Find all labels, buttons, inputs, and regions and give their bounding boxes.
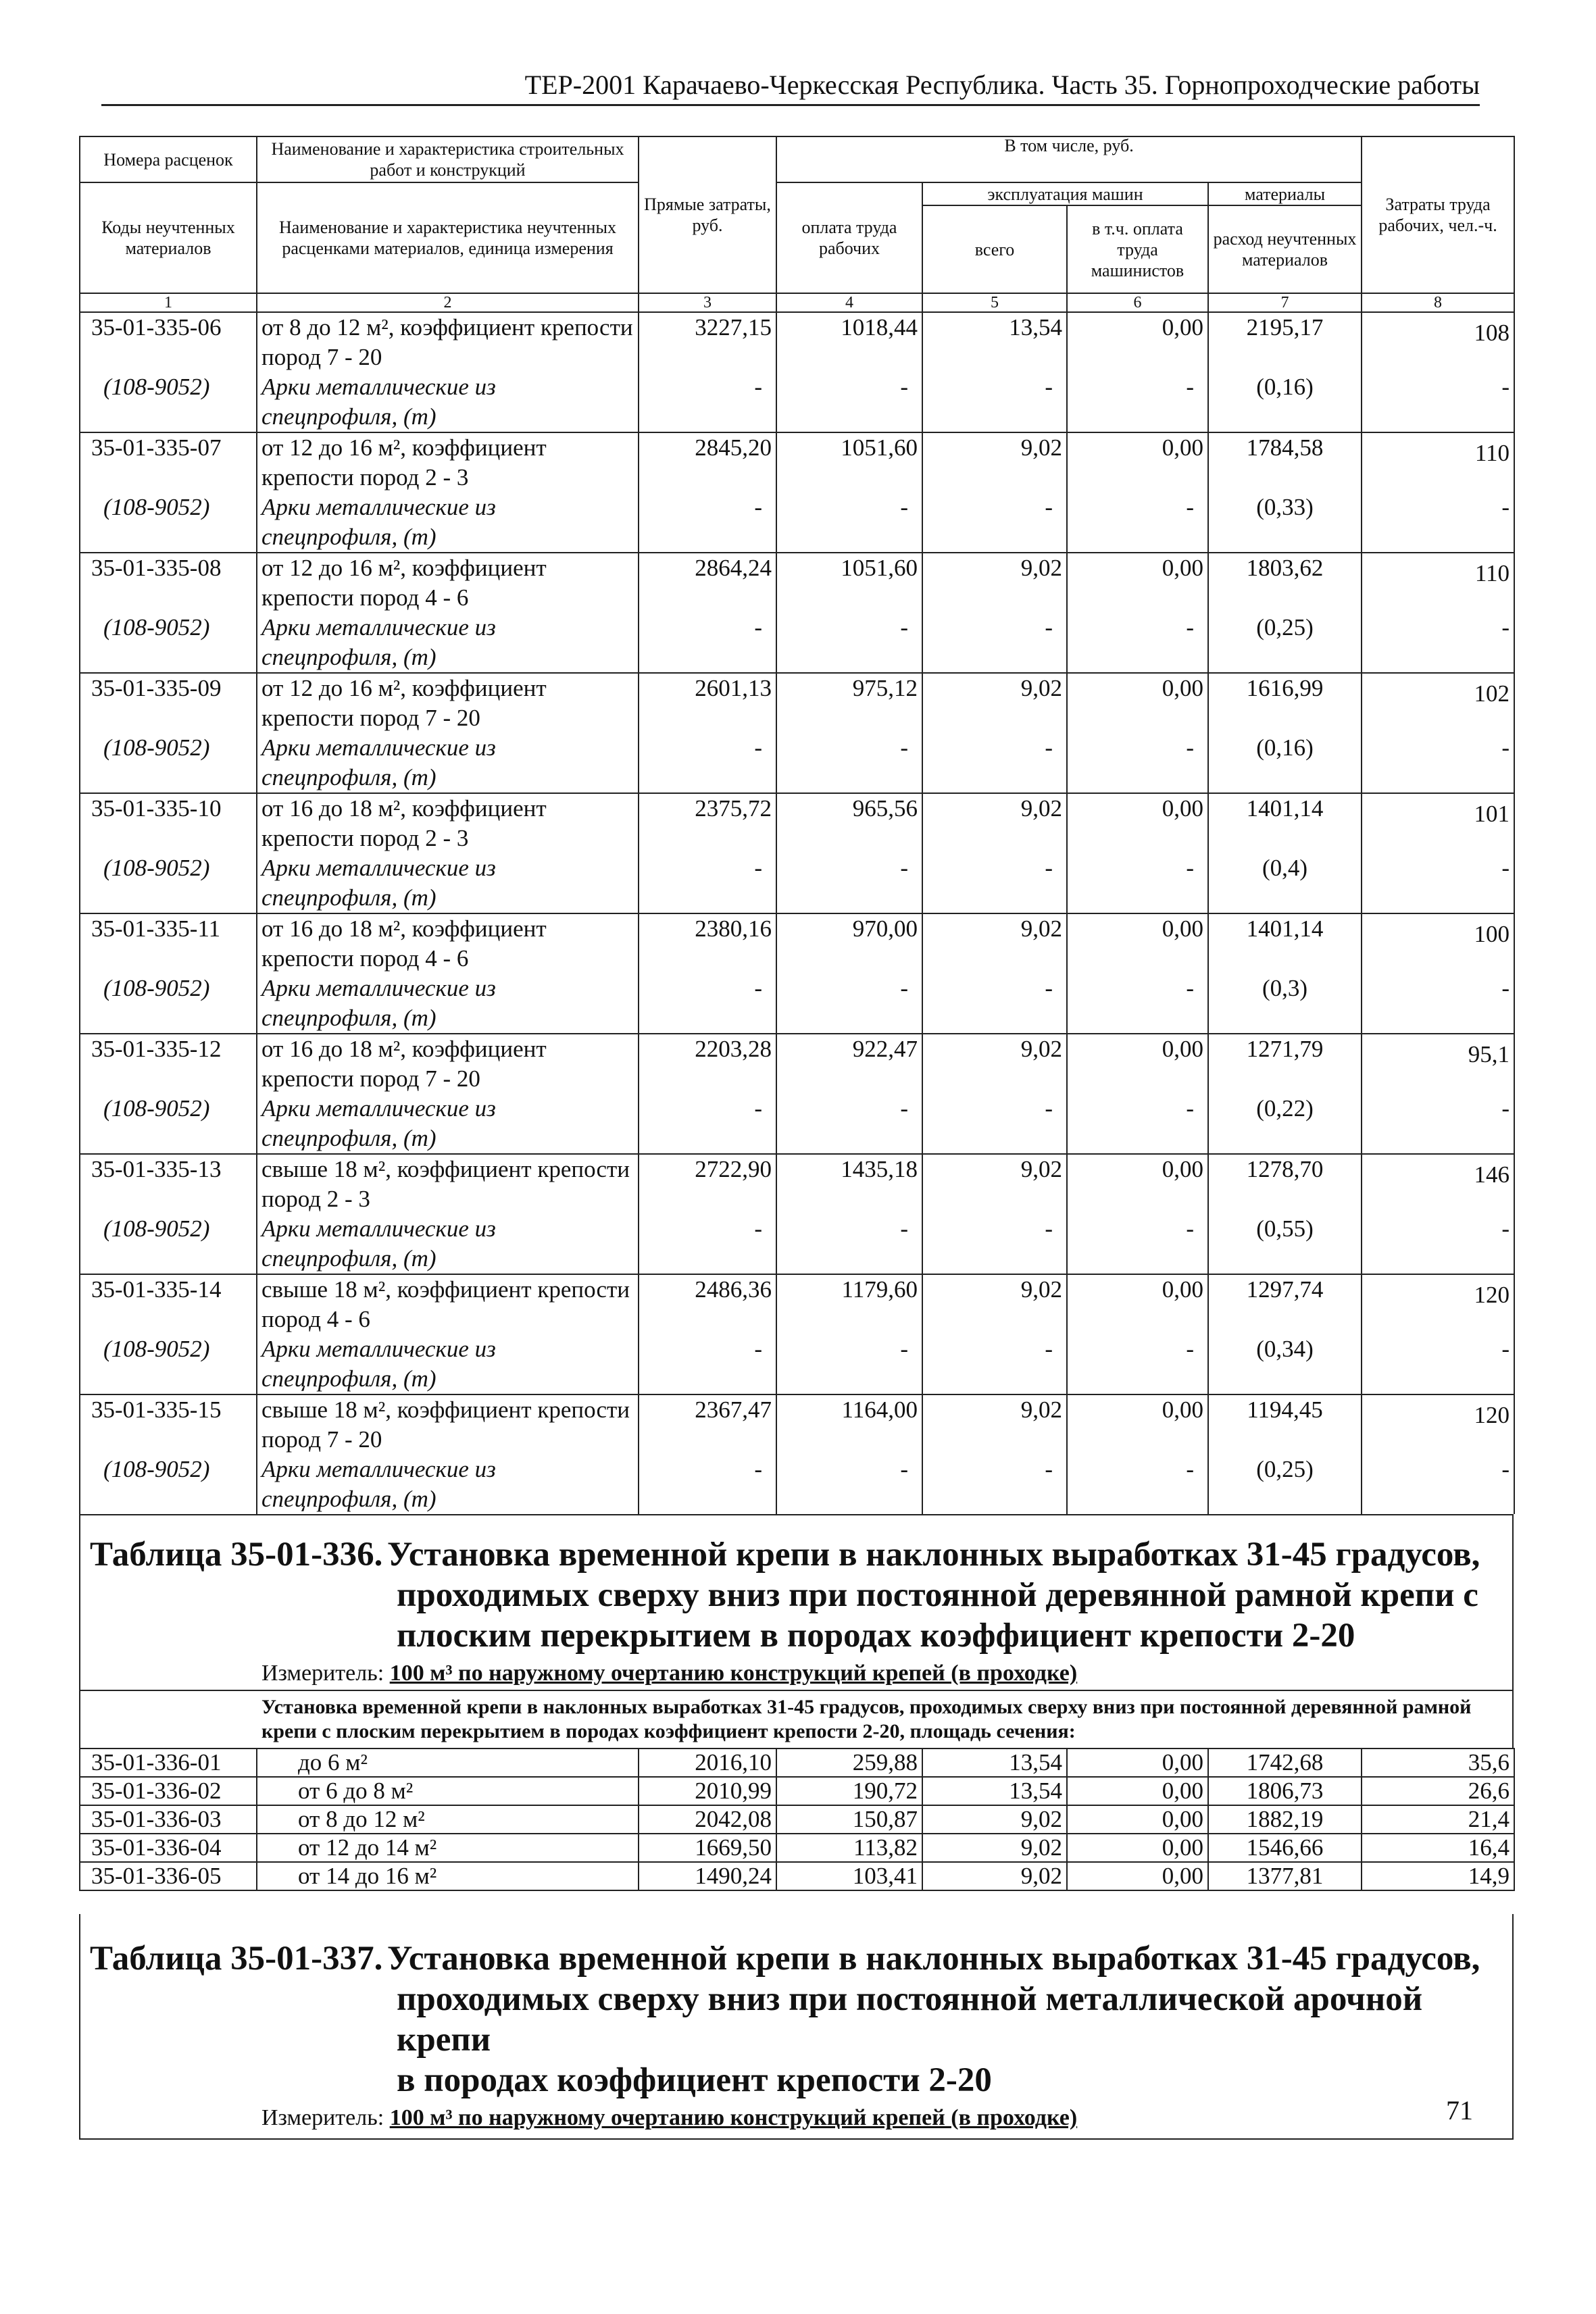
worker-wages: 259,88 (776, 1749, 922, 1777)
material-costs: 1616,99 (1208, 673, 1362, 733)
empty-direct: - (639, 1094, 776, 1154)
rate-code: 35-01-335-14 (80, 1274, 257, 1334)
material-quantity: (0,25) (1208, 1455, 1362, 1514)
machinist-wages: 0,00 (1067, 913, 1208, 974)
direct-costs: 2722,90 (639, 1154, 776, 1214)
empty-wages: - (776, 1094, 922, 1154)
empty-labor: - (1362, 974, 1514, 1034)
direct-costs: 2042,08 (639, 1805, 776, 1834)
machinist-wages: 0,00 (1067, 312, 1208, 372)
work-name: от 12 до 14 м² (257, 1834, 639, 1862)
empty-labor: - (1362, 1214, 1514, 1274)
machinist-wages: 0,00 (1067, 673, 1208, 733)
labor-costs: 120 (1362, 1274, 1514, 1334)
worker-wages: 190,72 (776, 1777, 922, 1805)
col-num-7: 7 (1208, 293, 1362, 312)
empty-wages: - (776, 1455, 922, 1514)
machine-costs: 13,54 (922, 1777, 1067, 1805)
material-costs: 1271,79 (1208, 1034, 1362, 1094)
material-quantity: (0,4) (1208, 853, 1362, 913)
work-name: от 16 до 18 м², коэффициент крепости пород 4 - 6 (257, 913, 639, 974)
labor-costs: 21,4 (1362, 1805, 1514, 1834)
machinist-wages: 0,00 (1067, 1749, 1208, 1777)
labor-costs: 26,6 (1362, 1777, 1514, 1805)
table-336-title-line-1: Установка временной крепи в наклонных выработках 31-45 градусов, (387, 1536, 1480, 1574)
empty-mach: - (922, 853, 1067, 913)
material-name: Арки металлические из спецпрофиля, (т) (257, 372, 639, 432)
material-costs: 1546,66 (1208, 1834, 1362, 1862)
material-name: Арки металлические из спецпрофиля, (т) (257, 853, 639, 913)
worker-wages: 1051,60 (776, 432, 922, 493)
direct-costs: 2864,24 (639, 553, 776, 613)
labor-costs: 16,4 (1362, 1834, 1514, 1862)
table-row (80, 432, 1514, 493)
table-336-number: Таблица 35-01-336. (90, 1536, 383, 1574)
col-header-4: оплата труда рабочих (776, 182, 922, 293)
empty-labor: - (1362, 372, 1514, 432)
table-336-meter-value: 100 м³ по наружному очертанию конструкций крепей (в проходке) (389, 1661, 1078, 1686)
worker-wages: 103,41 (776, 1862, 922, 1890)
rate-code: 35-01-335-08 (80, 553, 257, 613)
empty-direct: - (639, 372, 776, 432)
material-code: (108-9052) (80, 1455, 257, 1514)
direct-costs: 3227,15 (639, 312, 776, 372)
empty-wages: - (776, 733, 922, 793)
worker-wages: 975,12 (776, 673, 922, 733)
empty-mach: - (922, 1334, 1067, 1394)
col-header-1-bottom: Коды неучтенных материалов (80, 182, 257, 293)
material-quantity: (0,25) (1208, 613, 1362, 673)
material-code: (108-9052) (80, 613, 257, 673)
empty-labor: - (1362, 1455, 1514, 1514)
direct-costs: 2601,13 (639, 673, 776, 733)
work-name: от 8 до 12 м² (257, 1805, 639, 1834)
empty-mach: - (922, 1214, 1067, 1274)
empty-direct: - (639, 1455, 776, 1514)
worker-wages: 965,56 (776, 793, 922, 853)
material-costs: 1278,70 (1208, 1154, 1362, 1214)
table-336-heading (79, 1514, 1514, 1748)
empty-labor: - (1362, 613, 1514, 673)
worker-wages: 970,00 (776, 913, 922, 974)
col-header-7: расход неучтенных материалов (1208, 205, 1362, 293)
labor-costs: 110 (1362, 553, 1514, 613)
rate-code: 35-01-335-11 (80, 913, 257, 974)
rate-code: 35-01-335-10 (80, 793, 257, 853)
machinist-wages: 0,00 (1067, 1777, 1208, 1805)
direct-costs: 2203,28 (639, 1034, 776, 1094)
direct-costs: 1490,24 (639, 1862, 776, 1890)
empty-mach: - (922, 493, 1067, 553)
table-337-title (80, 1914, 1512, 2101)
rate-code: 35-01-336-02 (80, 1777, 257, 1805)
machinist-wages: 0,00 (1067, 1154, 1208, 1214)
material-quantity: (0,16) (1208, 733, 1362, 793)
table-row (80, 913, 1514, 974)
table-row (80, 553, 1514, 613)
machinist-wages: 0,00 (1067, 1834, 1208, 1862)
direct-costs: 2845,20 (639, 432, 776, 493)
col-num-1: 1 (80, 293, 257, 312)
table-336-meter-label: Измеритель: (261, 1661, 384, 1686)
material-costs: 1806,73 (1208, 1777, 1362, 1805)
material-row (80, 372, 1514, 432)
empty-mach: - (922, 974, 1067, 1034)
empty-direct: - (639, 613, 776, 673)
labor-costs: 95,1 (1362, 1034, 1514, 1094)
material-name: Арки металлические из спецпрофиля, (т) (257, 1214, 639, 1274)
material-name: Арки металлические из спецпрофиля, (т) (257, 613, 639, 673)
direct-costs: 2010,99 (639, 1777, 776, 1805)
table-row (80, 673, 1514, 733)
labor-costs: 101 (1362, 793, 1514, 853)
empty-wages: - (776, 493, 922, 553)
table-337-title-line-2: проходимых сверху вниз при постоянной металлической арочной крепи (397, 1980, 1423, 2059)
material-quantity: (0,22) (1208, 1094, 1362, 1154)
col-header-3: Прямые затраты, руб. (639, 136, 776, 293)
material-quantity: (0,16) (1208, 372, 1362, 432)
page-header: ТЕР-2001 Карачаево-Черкесская Республика. Часть 35. Горнопроходческие работы (101, 69, 1480, 106)
col-num-6: 6 (1067, 293, 1208, 312)
material-quantity: (0,3) (1208, 974, 1362, 1034)
empty-mach_wages: - (1067, 1455, 1208, 1514)
machine-costs: 9,02 (922, 432, 1067, 493)
material-costs: 1784,58 (1208, 432, 1362, 493)
material-costs: 1377,81 (1208, 1862, 1362, 1890)
worker-wages: 1179,60 (776, 1274, 922, 1334)
table-row (80, 1749, 1514, 1777)
table-337-meter-value: 100 м³ по наружному очертанию конструкций крепей (в проходке) (389, 2105, 1078, 2130)
material-name: Арки металлические из спецпрофиля, (т) (257, 1455, 639, 1514)
work-name: от 16 до 18 м², коэффициент крепости пород 2 - 3 (257, 793, 639, 853)
table-row (80, 1862, 1514, 1890)
empty-mach_wages: - (1067, 1094, 1208, 1154)
machine-costs: 13,54 (922, 1749, 1067, 1777)
table-row (80, 1394, 1514, 1455)
empty-wages: - (776, 974, 922, 1034)
machine-costs: 9,02 (922, 553, 1067, 613)
rate-code: 35-01-335-09 (80, 673, 257, 733)
rate-code: 35-01-336-05 (80, 1862, 257, 1890)
machine-costs: 9,02 (922, 913, 1067, 974)
table-337-meter (80, 2101, 1512, 2134)
empty-labor: - (1362, 1334, 1514, 1394)
rate-code: 35-01-336-01 (80, 1749, 257, 1777)
machine-costs: 9,02 (922, 1394, 1067, 1455)
empty-mach_wages: - (1067, 853, 1208, 913)
empty-labor: - (1362, 1094, 1514, 1154)
work-name: от 16 до 18 м², коэффициент крепости пород 7 - 20 (257, 1034, 639, 1094)
worker-wages: 150,87 (776, 1805, 922, 1834)
machine-costs: 13,54 (922, 312, 1067, 372)
material-code: (108-9052) (80, 493, 257, 553)
material-code: (108-9052) (80, 974, 257, 1034)
machinist-wages: 0,00 (1067, 1274, 1208, 1334)
labor-costs: 14,9 (1362, 1862, 1514, 1890)
table-335-body (80, 312, 1514, 1514)
material-costs: 1194,45 (1208, 1394, 1362, 1455)
machine-costs: 9,02 (922, 1834, 1067, 1862)
labor-costs: 100 (1362, 913, 1514, 974)
col-num-3: 3 (639, 293, 776, 312)
rates-table (79, 136, 1515, 1514)
empty-direct: - (639, 853, 776, 913)
worker-wages: 1164,00 (776, 1394, 922, 1455)
material-row (80, 613, 1514, 673)
empty-wages: - (776, 853, 922, 913)
material-row (80, 733, 1514, 793)
document-body (79, 136, 1514, 2140)
col-header-machines: эксплуатация машин (922, 182, 1208, 205)
empty-mach: - (922, 1455, 1067, 1514)
empty-mach: - (922, 613, 1067, 673)
worker-wages: 113,82 (776, 1834, 922, 1862)
col-header-2-top: Наименование и характеристика строительных работ и конструкций (257, 136, 639, 182)
material-row (80, 1094, 1514, 1154)
machinist-wages: 0,00 (1067, 553, 1208, 613)
table-336-title (80, 1515, 1512, 1656)
material-code: (108-9052) (80, 733, 257, 793)
rate-code: 35-01-335-13 (80, 1154, 257, 1214)
empty-mach: - (922, 733, 1067, 793)
direct-costs: 2367,47 (639, 1394, 776, 1455)
material-row (80, 853, 1514, 913)
empty-direct: - (639, 974, 776, 1034)
rate-code: 35-01-335-06 (80, 312, 257, 372)
rate-code: 35-01-335-07 (80, 432, 257, 493)
table-row (80, 1154, 1514, 1214)
empty-mach_wages: - (1067, 493, 1208, 553)
col-num-2: 2 (257, 293, 639, 312)
col-header-group: В том числе, руб. (776, 136, 1362, 182)
rate-code: 35-01-336-03 (80, 1805, 257, 1834)
empty-labor: - (1362, 853, 1514, 913)
rate-code: 35-01-335-12 (80, 1034, 257, 1094)
material-name: Арки металлические из спецпрофиля, (т) (257, 1334, 639, 1394)
col-header-materials: материалы (1208, 182, 1362, 205)
machinist-wages: 0,00 (1067, 1862, 1208, 1890)
machinist-wages: 0,00 (1067, 1394, 1208, 1455)
machine-costs: 9,02 (922, 673, 1067, 733)
direct-costs: 1669,50 (639, 1834, 776, 1862)
machinist-wages: 0,00 (1067, 793, 1208, 853)
table-336 (79, 1748, 1515, 1891)
empty-mach_wages: - (1067, 1334, 1208, 1394)
material-name: Арки металлические из спецпрофиля, (т) (257, 493, 639, 553)
work-name: от 12 до 16 м², коэффициент крепости пород 2 - 3 (257, 432, 639, 493)
material-name: Арки металлические из спецпрофиля, (т) (257, 1094, 639, 1154)
material-costs: 1882,19 (1208, 1805, 1362, 1834)
labor-costs: 102 (1362, 673, 1514, 733)
empty-wages: - (776, 1334, 922, 1394)
work-name: от 8 до 12 м², коэффициент крепости пород 7 - 20 (257, 312, 639, 372)
column-numbers-row (80, 293, 1514, 312)
material-costs: 1401,14 (1208, 793, 1362, 853)
material-row (80, 974, 1514, 1034)
material-quantity: (0,33) (1208, 493, 1362, 553)
empty-mach_wages: - (1067, 1214, 1208, 1274)
table-row (80, 1834, 1514, 1862)
col-header-8: Затраты труда рабочих, чел.-ч. (1362, 136, 1514, 293)
empty-wages: - (776, 1214, 922, 1274)
table-336-title-line-2: проходимых сверху вниз при постоянной деревянной рамной крепи с (397, 1576, 1478, 1614)
labor-costs: 108 (1362, 312, 1514, 372)
material-code: (108-9052) (80, 1334, 257, 1394)
worker-wages: 1018,44 (776, 312, 922, 372)
worker-wages: 1435,18 (776, 1154, 922, 1214)
table-row (80, 1274, 1514, 1334)
material-row (80, 493, 1514, 553)
machine-costs: 9,02 (922, 793, 1067, 853)
table-336-description: Установка временной крепи в наклонных выработках 31-45 градусов, проходимых сверху вниз при постоянной деревянной рамной крепи с плоским перекрытием в породах коэффициент крепости 2-20, площадь сечения: (80, 1690, 1512, 1748)
work-name: свыше 18 м², коэффициент крепости пород 4 - 6 (257, 1274, 639, 1334)
worker-wages: 922,47 (776, 1034, 922, 1094)
material-costs: 1803,62 (1208, 553, 1362, 613)
table-337-title-line-1: Установка временной крепи в наклонных выработках 31-45 градусов, (387, 1940, 1480, 1978)
labor-costs: 146 (1362, 1154, 1514, 1214)
material-quantity: (0,55) (1208, 1214, 1362, 1274)
material-row (80, 1455, 1514, 1514)
work-name: от 14 до 16 м² (257, 1862, 639, 1890)
work-name: до 6 м² (257, 1749, 639, 1777)
table-336-body (80, 1749, 1514, 1890)
material-name: Арки металлические из спецпрофиля, (т) (257, 974, 639, 1034)
material-name: Арки металлические из спецпрофиля, (т) (257, 733, 639, 793)
direct-costs: 2016,10 (639, 1749, 776, 1777)
material-costs: 2195,17 (1208, 312, 1362, 372)
table-row (80, 1805, 1514, 1834)
col-num-5: 5 (922, 293, 1067, 312)
material-row (80, 1214, 1514, 1274)
table-row (80, 1034, 1514, 1094)
table-337-title-line-3: в породах коэффициент крепости 2-20 (397, 2061, 992, 2099)
table-337-number: Таблица 35-01-337. (90, 1940, 383, 1978)
material-costs: 1297,74 (1208, 1274, 1362, 1334)
machine-costs: 9,02 (922, 1274, 1067, 1334)
worker-wages: 1051,60 (776, 553, 922, 613)
empty-direct: - (639, 1334, 776, 1394)
table-337-heading (79, 1914, 1514, 2140)
col-num-8: 8 (1362, 293, 1514, 312)
empty-labor: - (1362, 733, 1514, 793)
material-costs: 1401,14 (1208, 913, 1362, 974)
material-row (80, 1334, 1514, 1394)
material-code: (108-9052) (80, 372, 257, 432)
table-336-title-line-3: плоским перекрытием в породах коэффициент крепости 2-20 (397, 1617, 1355, 1655)
table-header (80, 136, 1514, 312)
direct-costs: 2375,72 (639, 793, 776, 853)
page-number: 71 (1446, 2095, 1473, 2126)
empty-mach_wages: - (1067, 613, 1208, 673)
machine-costs: 9,02 (922, 1862, 1067, 1890)
work-name: от 6 до 8 м² (257, 1777, 639, 1805)
empty-wages: - (776, 613, 922, 673)
machinist-wages: 0,00 (1067, 1034, 1208, 1094)
empty-mach_wages: - (1067, 974, 1208, 1034)
material-costs: 1742,68 (1208, 1749, 1362, 1777)
labor-costs: 110 (1362, 432, 1514, 493)
rate-code: 35-01-335-15 (80, 1394, 257, 1455)
empty-mach: - (922, 1094, 1067, 1154)
empty-direct: - (639, 733, 776, 793)
col-header-5: всего (922, 205, 1067, 293)
empty-direct: - (639, 1214, 776, 1274)
col-header-2-bottom: Наименование и характеристика неучтенных расценками материалов, единица измерения (257, 182, 639, 293)
machine-costs: 9,02 (922, 1034, 1067, 1094)
col-header-1-top: Номера расценок (80, 136, 257, 182)
work-name: от 12 до 16 м², коэффициент крепости пород 4 - 6 (257, 553, 639, 613)
labor-costs: 120 (1362, 1394, 1514, 1455)
col-header-6: в т.ч. оплата труда машинистов (1067, 205, 1208, 293)
material-quantity: (0,34) (1208, 1334, 1362, 1394)
machinist-wages: 0,00 (1067, 432, 1208, 493)
material-code: (108-9052) (80, 1094, 257, 1154)
direct-costs: 2380,16 (639, 913, 776, 974)
empty-mach: - (922, 372, 1067, 432)
rate-code: 35-01-336-04 (80, 1834, 257, 1862)
table-337-meter-label: Измеритель: (261, 2105, 384, 2130)
empty-direct: - (639, 493, 776, 553)
material-code: (108-9052) (80, 1214, 257, 1274)
material-code: (108-9052) (80, 853, 257, 913)
machine-costs: 9,02 (922, 1805, 1067, 1834)
empty-mach_wages: - (1067, 733, 1208, 793)
table-row (80, 1777, 1514, 1805)
col-num-4: 4 (776, 293, 922, 312)
table-row (80, 793, 1514, 853)
table-336-meter (80, 1656, 1512, 1690)
machinist-wages: 0,00 (1067, 1805, 1208, 1834)
empty-labor: - (1362, 493, 1514, 553)
direct-costs: 2486,36 (639, 1274, 776, 1334)
empty-wages: - (776, 372, 922, 432)
labor-costs: 35,6 (1362, 1749, 1514, 1777)
machine-costs: 9,02 (922, 1154, 1067, 1214)
work-name: от 12 до 16 м², коэффициент крепости пород 7 - 20 (257, 673, 639, 733)
work-name: свыше 18 м², коэффициент крепости пород 7 - 20 (257, 1394, 639, 1455)
work-name: свыше 18 м², коэффициент крепости пород 2 - 3 (257, 1154, 639, 1214)
table-row (80, 312, 1514, 372)
empty-mach_wages: - (1067, 372, 1208, 432)
